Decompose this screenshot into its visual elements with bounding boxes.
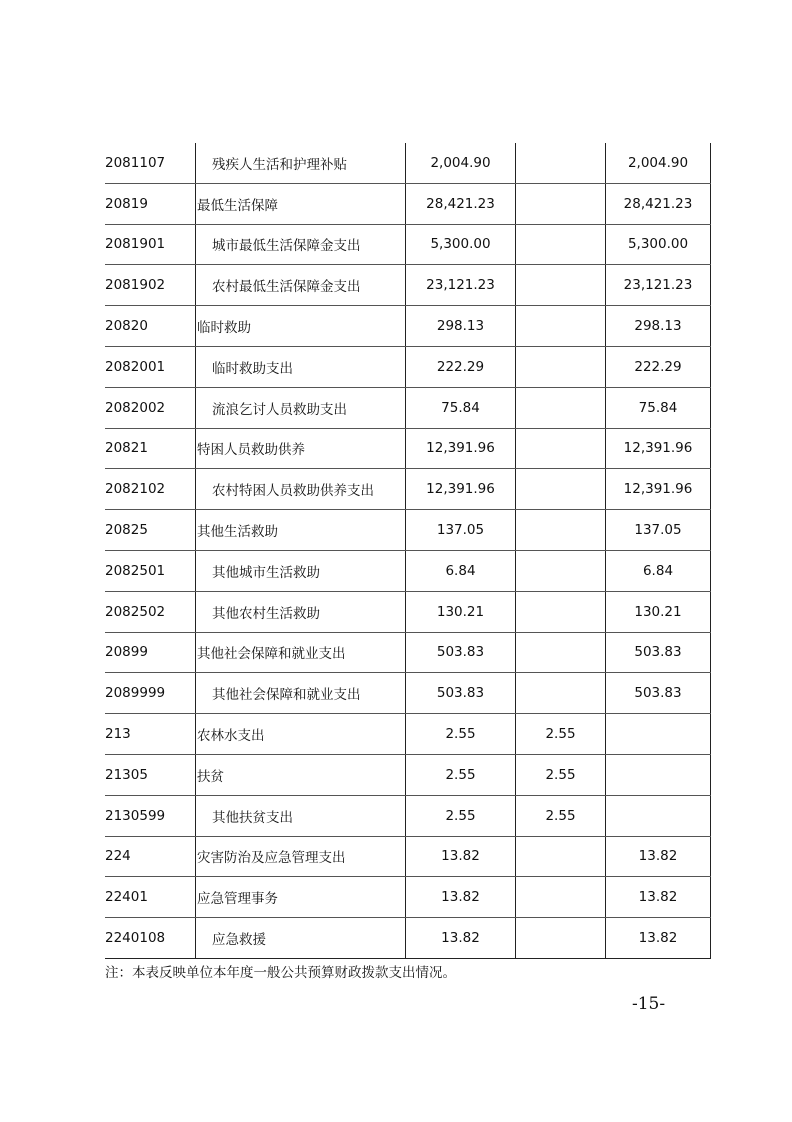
subject-name-cell: 扶贫 xyxy=(196,754,406,795)
total-amount-cell: 2,004.90 xyxy=(406,143,516,183)
project-expenditure-cell: 23,121.23 xyxy=(606,265,711,306)
subject-code-cell: 2081107 xyxy=(105,143,196,183)
table-row xyxy=(105,795,711,836)
subject-code-cell: 2081901 xyxy=(105,224,196,265)
total-amount-cell: 298.13 xyxy=(406,306,516,347)
basic-expenditure-cell xyxy=(516,306,606,347)
subject-code-cell: 20899 xyxy=(105,632,196,673)
subject-code-cell: 20819 xyxy=(105,183,196,224)
basic-expenditure-cell xyxy=(516,428,606,469)
project-expenditure-cell: 503.83 xyxy=(606,632,711,673)
subject-code-cell: 2082501 xyxy=(105,550,196,591)
total-amount-cell: 28,421.23 xyxy=(406,183,516,224)
basic-expenditure-cell xyxy=(516,918,606,959)
total-amount-cell: 23,121.23 xyxy=(406,265,516,306)
total-amount-cell: 12,391.96 xyxy=(406,428,516,469)
subject-name-cell: 其他社会保障和就业支出 xyxy=(196,673,406,714)
table-row xyxy=(105,754,711,795)
basic-expenditure-cell xyxy=(516,469,606,510)
subject-code-cell: 2082002 xyxy=(105,387,196,428)
table-row xyxy=(105,224,711,265)
project-expenditure-cell xyxy=(606,754,711,795)
total-amount-cell: 5,300.00 xyxy=(406,224,516,265)
project-expenditure-cell: 12,391.96 xyxy=(606,428,711,469)
total-amount-cell: 2.55 xyxy=(406,714,516,755)
subject-code-cell: 2082102 xyxy=(105,469,196,510)
project-expenditure-cell: 13.82 xyxy=(606,836,711,877)
project-expenditure-cell: 130.21 xyxy=(606,591,711,632)
total-amount-cell: 503.83 xyxy=(406,673,516,714)
subject-code-cell: 2082001 xyxy=(105,346,196,387)
subject-name-cell: 农村特困人员救助供养支出 xyxy=(196,469,406,510)
subject-name-cell: 灾害防治及应急管理支出 xyxy=(196,836,406,877)
subject-name-cell: 最低生活保障 xyxy=(196,183,406,224)
subject-name-cell: 其他农村生活救助 xyxy=(196,591,406,632)
subject-code-cell: 20821 xyxy=(105,428,196,469)
table-row xyxy=(105,877,711,918)
table-row xyxy=(105,306,711,347)
table-row xyxy=(105,632,711,673)
project-expenditure-cell: 13.82 xyxy=(606,918,711,959)
total-amount-cell: 130.21 xyxy=(406,591,516,632)
subject-name-cell: 其他生活救助 xyxy=(196,510,406,551)
total-amount-cell: 13.82 xyxy=(406,877,516,918)
subject-code-cell: 20820 xyxy=(105,306,196,347)
table-row xyxy=(105,428,711,469)
subject-code-cell: 2240108 xyxy=(105,930,166,947)
subject-code-cell: 22401 xyxy=(105,877,196,918)
table-row xyxy=(105,918,711,959)
page-number: -15- xyxy=(632,994,666,1014)
basic-expenditure-cell xyxy=(516,143,606,183)
basic-expenditure-cell xyxy=(516,183,606,224)
basic-expenditure-cell xyxy=(516,632,606,673)
subject-name-cell: 临时救助支出 xyxy=(196,346,406,387)
subject-code-cell: 2130599 xyxy=(105,795,196,836)
subject-name-cell: 其他社会保障和就业支出 xyxy=(196,632,406,673)
total-amount-cell: 137.05 xyxy=(406,510,516,551)
project-expenditure-cell: 28,421.23 xyxy=(606,183,711,224)
total-amount-cell: 503.83 xyxy=(406,632,516,673)
subject-code-cell: 21305 xyxy=(105,754,196,795)
subject-name-cell: 残疾人生活和护理补贴 xyxy=(196,143,406,183)
subject-code-cell: 224 xyxy=(105,836,196,877)
total-amount-cell: 222.29 xyxy=(406,346,516,387)
project-expenditure-cell: 5,300.00 xyxy=(606,224,711,265)
subject-name-cell: 特困人员救助供养 xyxy=(196,428,406,469)
project-expenditure-cell: 222.29 xyxy=(606,346,711,387)
subject-code-cell: 2089999 xyxy=(105,673,196,714)
basic-expenditure-cell xyxy=(516,224,606,265)
basic-expenditure-cell xyxy=(516,673,606,714)
subject-name-cell: 应急管理事务 xyxy=(196,877,406,918)
project-expenditure-cell: 12,391.96 xyxy=(606,469,711,510)
subject-name-cell: 其他城市生活救助 xyxy=(196,550,406,591)
table-row xyxy=(105,714,711,755)
project-expenditure-cell xyxy=(606,714,711,755)
basic-expenditure-cell: 2.55 xyxy=(516,754,606,795)
subject-name-cell: 农村最低生活保障金支出 xyxy=(196,265,406,306)
table-body xyxy=(105,143,711,958)
total-amount-cell: 12,391.96 xyxy=(406,469,516,510)
total-amount-cell: 2.55 xyxy=(406,754,516,795)
subject-name-cell: 流浪乞讨人员救助支出 xyxy=(196,387,406,428)
subject-code-cell: 2081902 xyxy=(105,265,196,306)
subject-name-cell: 临时救助 xyxy=(196,306,406,347)
basic-expenditure-cell xyxy=(516,877,606,918)
table-row xyxy=(105,183,711,224)
basic-expenditure-cell xyxy=(516,387,606,428)
basic-expenditure-cell xyxy=(516,265,606,306)
project-expenditure-cell: 2,004.90 xyxy=(606,143,711,183)
basic-expenditure-cell: 2.55 xyxy=(516,714,606,755)
project-expenditure-cell xyxy=(606,795,711,836)
table-row xyxy=(105,550,711,591)
table-row xyxy=(105,510,711,551)
basic-expenditure-cell xyxy=(516,591,606,632)
table-row xyxy=(105,265,711,306)
total-amount-cell: 6.84 xyxy=(406,550,516,591)
total-amount-cell: 13.82 xyxy=(406,836,516,877)
basic-expenditure-cell xyxy=(516,510,606,551)
project-expenditure-cell: 13.82 xyxy=(606,877,711,918)
subject-name-cell: 农林水支出 xyxy=(196,714,406,755)
table-row xyxy=(105,591,711,632)
table-row xyxy=(105,469,711,510)
basic-expenditure-cell xyxy=(516,550,606,591)
subject-code-cell: 20825 xyxy=(105,510,196,551)
total-amount-cell: 13.82 xyxy=(441,930,480,947)
project-expenditure-cell: 6.84 xyxy=(606,550,711,591)
basic-expenditure-cell xyxy=(516,346,606,387)
table-note: 注：本表反映单位本年度一般公共预算财政拨款支出情况。 xyxy=(105,965,456,981)
total-amount-cell: 2.55 xyxy=(406,795,516,836)
subject-name-cell: 城市最低生活保障金支出 xyxy=(196,224,406,265)
subject-name-cell: 其他扶贫支出 xyxy=(196,795,406,836)
project-expenditure-cell: 75.84 xyxy=(606,387,711,428)
table-row xyxy=(105,673,711,714)
subject-name-cell: 应急救援 xyxy=(196,918,406,959)
basic-expenditure-cell xyxy=(516,836,606,877)
expenditure-table xyxy=(105,143,711,959)
basic-expenditure-cell: 2.55 xyxy=(516,795,606,836)
subject-code-cell: 2082502 xyxy=(105,591,196,632)
total-amount-cell: 75.84 xyxy=(406,387,516,428)
project-expenditure-cell: 298.13 xyxy=(606,306,711,347)
table-row xyxy=(105,836,711,877)
table-row xyxy=(105,346,711,387)
table-row xyxy=(105,143,711,183)
subject-code-cell: 213 xyxy=(105,714,196,755)
project-expenditure-cell: 503.83 xyxy=(606,673,711,714)
table-row xyxy=(105,387,711,428)
project-expenditure-cell: 137.05 xyxy=(606,510,711,551)
